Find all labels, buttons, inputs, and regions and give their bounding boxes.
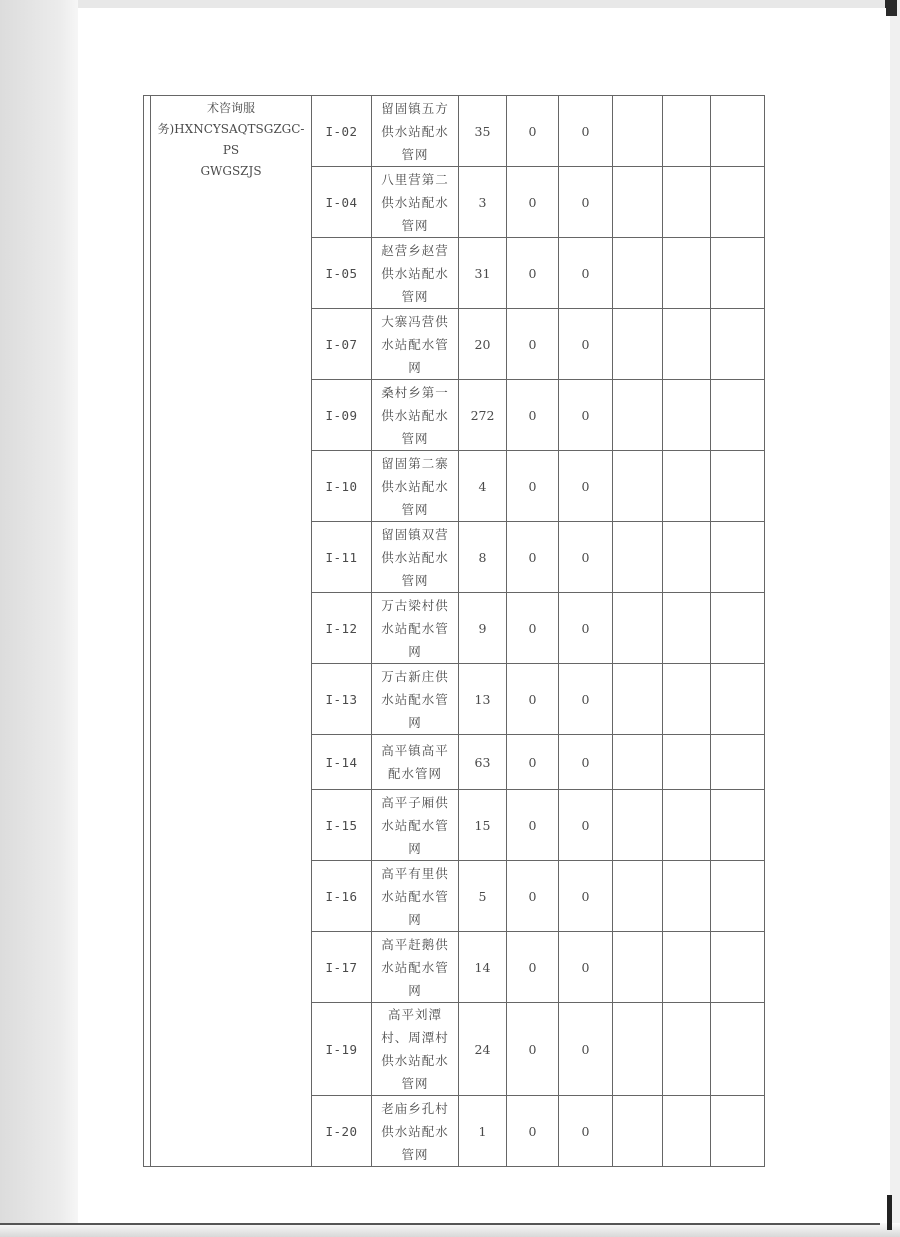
value-b-cell: 0	[559, 380, 613, 451]
segment-name-cell: 万古新庄供水站配水管网	[372, 664, 459, 735]
segment-name-cell: 高平镇高平配水管网	[372, 735, 459, 790]
scan-corner-mark	[887, 1195, 892, 1230]
value-b-cell: 0	[559, 664, 613, 735]
count-cell: 15	[459, 790, 507, 861]
empty-cell	[711, 1096, 765, 1167]
empty-cell	[613, 735, 663, 790]
scan-line-bottom	[0, 1223, 880, 1225]
value-b-cell: 0	[559, 790, 613, 861]
empty-cell	[663, 238, 711, 309]
count-cell: 31	[459, 238, 507, 309]
empty-cell	[613, 380, 663, 451]
segment-code-cell: I-13	[312, 664, 372, 735]
value-b-cell: 0	[559, 861, 613, 932]
empty-cell	[663, 1096, 711, 1167]
segment-code-cell: I-02	[312, 96, 372, 167]
segment-name-cell: 高平刘潭村、周潭村供水站配水管网	[372, 1003, 459, 1096]
empty-cell	[613, 932, 663, 1003]
empty-cell	[711, 238, 765, 309]
scan-corner-mark	[885, 0, 897, 16]
empty-cell	[711, 664, 765, 735]
value-b-cell: 0	[559, 593, 613, 664]
value-a-cell: 0	[507, 664, 559, 735]
empty-cell	[663, 790, 711, 861]
empty-cell	[663, 1003, 711, 1096]
segment-code-cell: I-17	[312, 932, 372, 1003]
empty-cell	[711, 309, 765, 380]
count-cell: 20	[459, 309, 507, 380]
empty-cell	[711, 96, 765, 167]
segment-name-cell: 八里营第二供水站配水管网	[372, 167, 459, 238]
value-b-cell: 0	[559, 932, 613, 1003]
value-a-cell: 0	[507, 790, 559, 861]
value-b-cell: 0	[559, 167, 613, 238]
empty-cell	[613, 861, 663, 932]
empty-cell	[613, 664, 663, 735]
table-row	[144, 96, 765, 167]
count-cell: 24	[459, 1003, 507, 1096]
count-cell: 8	[459, 522, 507, 593]
segment-name-cell: 留固镇五方供水站配水管网	[372, 96, 459, 167]
value-b-cell: 0	[559, 238, 613, 309]
value-a-cell: 0	[507, 1003, 559, 1096]
segment-name-cell: 高平有里供水站配水管网	[372, 861, 459, 932]
segment-code-cell: I-10	[312, 451, 372, 522]
segment-code-cell: I-20	[312, 1096, 372, 1167]
empty-cell	[663, 522, 711, 593]
empty-cell	[663, 451, 711, 522]
segment-code-cell: I-04	[312, 167, 372, 238]
value-a-cell: 0	[507, 167, 559, 238]
empty-cell	[663, 861, 711, 932]
segment-code-cell: I-11	[312, 522, 372, 593]
segment-name-cell: 留固第二寨供水站配水管网	[372, 451, 459, 522]
project-cell	[151, 96, 312, 1167]
empty-cell	[613, 96, 663, 167]
empty-cell	[711, 790, 765, 861]
empty-cell	[613, 238, 663, 309]
value-a-cell: 0	[507, 96, 559, 167]
empty-cell	[613, 790, 663, 861]
value-b-cell: 0	[559, 735, 613, 790]
count-cell: 5	[459, 861, 507, 932]
value-a-cell: 0	[507, 1096, 559, 1167]
value-a-cell: 0	[507, 932, 559, 1003]
empty-cell	[711, 593, 765, 664]
scan-shadow-left	[0, 0, 78, 1237]
segment-name-cell: 留固镇双营供水站配水管网	[372, 522, 459, 593]
segment-code-cell: I-19	[312, 1003, 372, 1096]
empty-cell	[711, 735, 765, 790]
value-a-cell: 0	[507, 861, 559, 932]
segment-code-cell: I-12	[312, 593, 372, 664]
segment-name-cell: 高平赶鹅供水站配水管网	[372, 932, 459, 1003]
empty-cell	[663, 593, 711, 664]
empty-cell	[613, 1003, 663, 1096]
empty-cell	[711, 380, 765, 451]
empty-cell	[663, 167, 711, 238]
empty-cell	[663, 96, 711, 167]
value-b-cell: 0	[559, 309, 613, 380]
count-cell: 63	[459, 735, 507, 790]
value-a-cell: 0	[507, 735, 559, 790]
empty-cell	[711, 861, 765, 932]
empty-cell	[663, 932, 711, 1003]
value-b-cell: 0	[559, 1096, 613, 1167]
count-cell: 4	[459, 451, 507, 522]
project-code-text: 术咨询服 务)HXNCYSAQTSGZGC-PS GWGSZJS	[157, 101, 305, 178]
empty-cell	[613, 309, 663, 380]
pipeline-table	[143, 95, 765, 1167]
empty-cell	[663, 735, 711, 790]
empty-cell	[711, 522, 765, 593]
value-b-cell: 0	[559, 451, 613, 522]
scan-edge-top	[0, 0, 900, 8]
scan-edge-right	[890, 0, 900, 1237]
left-margin-cell	[144, 96, 151, 1167]
empty-cell	[613, 522, 663, 593]
segment-code-cell: I-14	[312, 735, 372, 790]
value-a-cell: 0	[507, 451, 559, 522]
empty-cell	[711, 1003, 765, 1096]
empty-cell	[613, 451, 663, 522]
segment-code-cell: I-05	[312, 238, 372, 309]
empty-cell	[613, 167, 663, 238]
value-a-cell: 0	[507, 380, 559, 451]
count-cell: 272	[459, 380, 507, 451]
count-cell: 35	[459, 96, 507, 167]
value-a-cell: 0	[507, 522, 559, 593]
segment-name-cell: 万古梁村供水站配水管网	[372, 593, 459, 664]
value-b-cell: 0	[559, 522, 613, 593]
segment-name-cell: 大寨冯营供水站配水管网	[372, 309, 459, 380]
count-cell: 14	[459, 932, 507, 1003]
empty-cell	[711, 167, 765, 238]
value-a-cell: 0	[507, 593, 559, 664]
count-cell: 13	[459, 664, 507, 735]
segment-name-cell: 高平子厢供水站配水管网	[372, 790, 459, 861]
empty-cell	[711, 451, 765, 522]
segment-code-cell: I-15	[312, 790, 372, 861]
value-b-cell: 0	[559, 1003, 613, 1096]
count-cell: 9	[459, 593, 507, 664]
segment-name-cell: 桑村乡第一供水站配水管网	[372, 380, 459, 451]
empty-cell	[663, 664, 711, 735]
empty-cell	[613, 1096, 663, 1167]
value-a-cell: 0	[507, 238, 559, 309]
segment-name-cell: 老庙乡孔村供水站配水管网	[372, 1096, 459, 1167]
value-b-cell: 0	[559, 96, 613, 167]
segment-name-cell: 赵营乡赵营供水站配水管网	[372, 238, 459, 309]
segment-code-cell: I-09	[312, 380, 372, 451]
count-cell: 3	[459, 167, 507, 238]
empty-cell	[663, 380, 711, 451]
empty-cell	[613, 593, 663, 664]
scan-edge-bottom	[0, 1223, 900, 1237]
empty-cell	[663, 309, 711, 380]
empty-cell	[711, 932, 765, 1003]
segment-code-cell: I-16	[312, 861, 372, 932]
segment-code-cell: I-07	[312, 309, 372, 380]
value-a-cell: 0	[507, 309, 559, 380]
count-cell: 1	[459, 1096, 507, 1167]
